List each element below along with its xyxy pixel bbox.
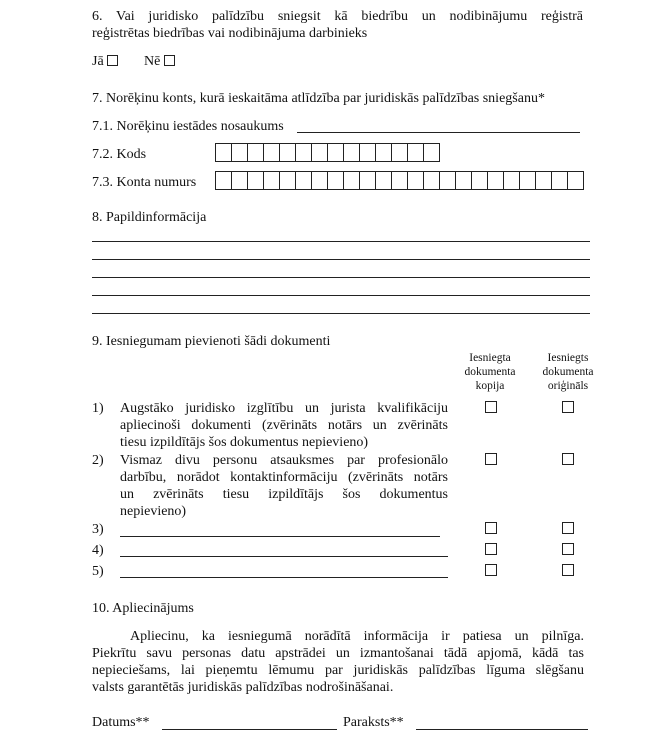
q8-line-4[interactable] — [92, 295, 590, 296]
q7-account-cell[interactable] — [503, 171, 520, 190]
date-label: Datums** — [92, 715, 150, 730]
q7-code-cell[interactable] — [311, 143, 328, 162]
q7-code-label: 7.2. Kods — [92, 147, 147, 162]
q7-code-cell[interactable] — [263, 143, 280, 162]
q7-code-cell[interactable] — [407, 143, 424, 162]
q9-col-copy-line2: dokumenta — [464, 366, 516, 378]
q9-col-original-line2: dokumenta — [542, 366, 594, 378]
q9-title: 9. Iesniegumam pievienoti šādi dokumenti — [92, 334, 331, 349]
q9-col-original-line1: Iesniegts — [547, 352, 589, 364]
q7-account-cell[interactable] — [375, 171, 392, 190]
q10-line3: nepieciešams, lai pieņemtu lēmumu par juridiskās palīdzības līguma slēgšanu — [92, 663, 584, 678]
q7-account-cell[interactable] — [423, 171, 440, 190]
q7-code-cell[interactable] — [391, 143, 408, 162]
q7-bank-input-line[interactable] — [297, 132, 580, 133]
q9-item2-line1: Vismaz divu personu atsauksmes par profesionālo — [120, 453, 448, 468]
q7-code-cell[interactable] — [343, 143, 360, 162]
q7-account-cell[interactable] — [487, 171, 504, 190]
q7-account-cell[interactable] — [407, 171, 424, 190]
q6-yes-checkbox[interactable] — [107, 55, 118, 66]
q9-item2-line4: nepievieno) — [120, 504, 187, 519]
q7-account-cell[interactable] — [359, 171, 376, 190]
q7-account-cell[interactable] — [535, 171, 552, 190]
q9-col-copy-header — [455, 351, 525, 393]
q9-item1-copy-checkbox[interactable] — [485, 401, 497, 413]
q7-account-cell[interactable] — [567, 171, 584, 190]
q9-col-copy-line1: Iesniegta — [469, 352, 511, 364]
q9-item1-line3: tiesu izpildītājs šos dokumentus nepievieno) — [120, 435, 369, 450]
q9-item3-input-line[interactable] — [120, 536, 440, 537]
q9-item5-original-checkbox[interactable] — [562, 564, 574, 576]
q9-item1-number: 1) — [92, 401, 104, 416]
q9-item4-original-checkbox[interactable] — [562, 543, 574, 555]
q6-text-line1: 6. Vai juridisko palīdzību sniegsit kā biedrību un nodibinājumu reģistrā — [92, 9, 583, 24]
q7-code-cell[interactable] — [375, 143, 392, 162]
q8-line-5[interactable] — [92, 313, 590, 314]
q7-account-cell[interactable] — [215, 171, 232, 190]
q7-account-cell[interactable] — [439, 171, 456, 190]
q8-line-1[interactable] — [92, 241, 590, 242]
q7-account-cell[interactable] — [343, 171, 360, 190]
q10-line2: Piekrītu savu personas datu apstrādei un izmantošanai tādā apjomā, kādā tas — [92, 646, 584, 661]
q7-code-cell[interactable] — [423, 143, 440, 162]
q7-account-cell[interactable] — [519, 171, 536, 190]
q9-item2-number: 2) — [92, 453, 104, 468]
q9-item1-line1: Augstāko juridisko izglītību un jurista kvalifikāciju — [120, 401, 448, 416]
q7-account-cell[interactable] — [391, 171, 408, 190]
q7-title: 7. Norēķinu konts, kurā ieskaitāma atlīdzība par juridiskās palīdzības sniegšanu* — [92, 91, 545, 106]
q6-no-label: Nē — [144, 54, 161, 69]
q9-item2-copy-checkbox[interactable] — [485, 453, 497, 465]
q7-code-cell[interactable] — [247, 143, 264, 162]
q9-item5-input-line[interactable] — [120, 577, 448, 578]
q7-account-cell[interactable] — [471, 171, 488, 190]
q6-no-checkbox[interactable] — [164, 55, 175, 66]
q7-account-cell[interactable] — [327, 171, 344, 190]
q7-account-cell[interactable] — [247, 171, 264, 190]
q7-code-cell[interactable] — [295, 143, 312, 162]
q9-item4-number: 4) — [92, 543, 104, 558]
q6-no-option — [144, 53, 175, 70]
q9-item1-line2: apliecinoši dokumenti (zvērināts notārs un zvērināts — [120, 418, 448, 433]
q9-item4-copy-checkbox[interactable] — [485, 543, 497, 555]
q7-account-cell[interactable] — [263, 171, 280, 190]
q9-item4-input-line[interactable] — [120, 556, 448, 557]
q7-code-cell[interactable] — [215, 143, 232, 162]
signature-input-line[interactable] — [416, 729, 588, 730]
q8-line-3[interactable] — [92, 277, 590, 278]
q9-col-original-line3: oriģināls — [547, 380, 589, 392]
q9-item3-original-checkbox[interactable] — [562, 522, 574, 534]
q9-item2-original-checkbox[interactable] — [562, 453, 574, 465]
q7-bank-label: 7.1. Norēķinu iestādes nosaukums — [92, 119, 284, 134]
q9-col-copy-line3: kopija — [475, 380, 505, 392]
q7-account-cells[interactable] — [215, 171, 583, 190]
q7-code-cells[interactable] — [215, 143, 439, 162]
q9-item3-copy-checkbox[interactable] — [485, 522, 497, 534]
q7-account-cell[interactable] — [295, 171, 312, 190]
q10-line1: Apliecinu, ka iesniegumā norādītā informācija ir patiesa un pilnīga. — [130, 629, 584, 644]
q10-title: 10. Apliecinājums — [92, 601, 194, 616]
q7-code-cell[interactable] — [231, 143, 248, 162]
q9-item2-line3: un zvērināts tiesu izpildītājs šos dokumentus — [120, 487, 448, 502]
q9-item2-line2: darbību, norādot kontaktinformāciju (zvērināts notārs — [120, 470, 448, 485]
q6-yes-option — [92, 53, 118, 70]
signature-label: Paraksts** — [343, 715, 404, 730]
date-input-line[interactable] — [162, 729, 337, 730]
q6-text-line2: reģistrētas biedrības vai nodibinājuma darbinieks — [92, 26, 368, 41]
q8-line-2[interactable] — [92, 259, 590, 260]
q10-line4: valsts garantētās juridiskās palīdzības nodrošināšanai. — [92, 680, 394, 695]
q9-item5-copy-checkbox[interactable] — [485, 564, 497, 576]
q7-code-cell[interactable] — [327, 143, 344, 162]
q7-account-cell[interactable] — [311, 171, 328, 190]
q7-account-cell[interactable] — [231, 171, 248, 190]
q7-code-cell[interactable] — [279, 143, 296, 162]
q9-item5-number: 5) — [92, 564, 104, 579]
q7-account-label: 7.3. Konta numurs — [92, 175, 197, 190]
q9-col-original-header — [533, 351, 603, 393]
q9-item3-number: 3) — [92, 522, 104, 537]
q7-account-cell[interactable] — [455, 171, 472, 190]
q7-account-cell[interactable] — [279, 171, 296, 190]
q8-title: 8. Papildinformācija — [92, 210, 207, 225]
q7-account-cell[interactable] — [551, 171, 568, 190]
q7-code-cell[interactable] — [359, 143, 376, 162]
q9-item1-original-checkbox[interactable] — [562, 401, 574, 413]
q6-yes-label: Jā — [92, 54, 104, 69]
